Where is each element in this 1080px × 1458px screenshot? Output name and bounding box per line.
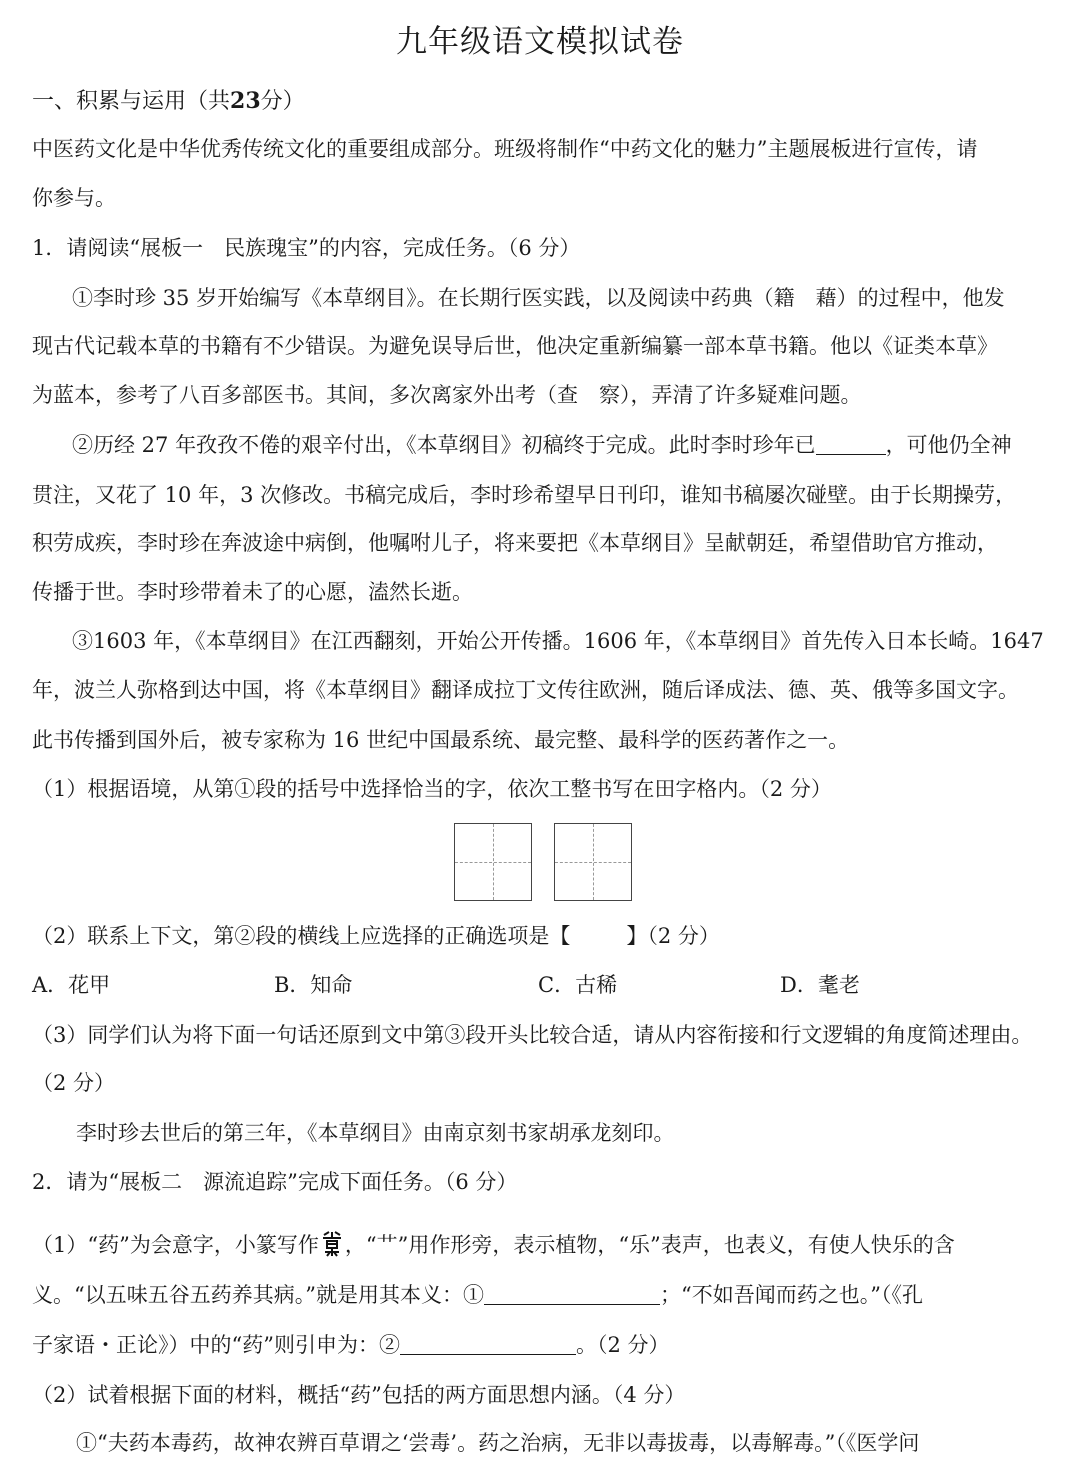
paragraph-3-line: 年，波兰人弥格到达中国，将《本草纲目》翻译成拉丁文传往欧洲，随后译成法、德、英、俄等多国文字。 [32,678,1019,702]
q2-sub1-line [32,1330,1062,1360]
paragraph-1-line: 为蓝本，参考了八百多部医书。其间，多次离家外出考（查 察），弄清了许多疑难问题。 [32,383,862,407]
section-heading-end: 分） [260,89,305,114]
sub-question-2 [32,921,1062,951]
paragraph-2-line: 传播于世。李时珍带着未了的心愿，溘然长逝。 [32,580,473,604]
q2-sub1-line [32,1280,1062,1310]
paragraph-2-line: 积劳成疾，李时珍在奔波途中病倒，他嘱咐儿子，将来要把《本草纲目》呈献朝廷，希望借助官方推动， [32,531,998,555]
q2-sub1-text: （1）“药”为会意字，小篆写作 [32,1233,319,1257]
paragraph-2-line [72,430,1062,460]
option-d[interactable]: D．耄老 [780,973,860,997]
sub-question-2-end: 】（2 分） [626,924,720,948]
answer-blank-2[interactable] [400,1332,576,1355]
paragraph-3-line: 此书传播到国外后，被专家称为 16 世纪中国最系统、最完整、最科学的医药著作之一。 [32,728,850,752]
quoted-sentence: 李时珍去世后的第三年，《本草纲目》由南京刻书家胡承龙刻印。 [76,1121,675,1145]
sub-question-3: （2 分） [32,1071,116,1095]
tianzige-box-2[interactable] [554,823,632,901]
exam-title: 九年级语文模拟试卷 [396,24,684,60]
tianzige-box-1[interactable] [454,823,532,901]
section-score: 23 [230,88,261,114]
option-b[interactable]: B．知命 [274,973,353,997]
intro-line: 你参与。 [32,186,116,210]
q2-sub1-line2-text: 义。“以五味五谷五药养其病。”就是用其本义：① [32,1283,484,1307]
option-c[interactable]: C．古稀 [538,973,618,997]
q2-sub1-line2-end: ；“不如吾闻而药之也。”（《孔 [659,1283,923,1307]
answer-blank-1[interactable] [484,1282,660,1305]
material-1-line: ①“夫药本毒药，故神农辨百草谓之‘尝毒’。药之治病，无非以毒拔毒，以毒解毒。”（《医学问 [76,1431,920,1455]
paragraph-3-line: ③1603 年，《本草纲目》在江西翻刻，开始公开传播。1606 年，《本草纲目》首先传入日本长崎。1647 [72,629,1044,653]
question-1-prompt: 1．请阅读“展板一 民族瑰宝”的内容，完成任务。（6 分） [32,236,581,260]
paragraph-2-text: ②历经 27 年孜孜不倦的艰辛付出，《本草纲目》初稿终于完成。此时李时珍年已 [72,433,816,457]
paragraph-1-line: ①李时珍 35 岁开始编写《本草纲目》。在长期行医实践，以及阅读中药典（籍 藉）的过程中，他发 [72,286,1005,310]
sub-question-2-text: （2）联系上下文，第②段的横线上应选择的正确选项是【 [32,924,571,948]
paragraph-1-line: 现古代记载本草的书籍有不少错误。为避免误导后世，他决定重新编纂一部本草书籍。他以《证类本草》 [32,334,998,358]
q2-sub1-text-end: ，“艹”用作形旁，表示植物，“乐”表声，也表义，有使人快乐的含 [344,1233,955,1257]
q2-sub-question-2: （2）试着根据下面的材料，概括“药”包括的两方面思想内涵。（4 分） [32,1383,686,1407]
paragraph-2-line: 贯注，又花了 10 年，3 次修改。书稿完成后，李时珍希望早日刊印，谁知书稿屡次碰壁。由于长期操劳， [32,483,1017,507]
q2-sub1-line3-text: 子家语・正论》）中的“药”则引申为：② [32,1333,400,1357]
seal-script-character-icon [321,1231,343,1257]
answer-blank[interactable] [816,432,886,455]
sub-question-1: （1）根据语境，从第①段的括号中选择恰当的字，依次工整书写在田字格内。（2 分） [32,777,832,801]
option-a[interactable]: A．花甲 [32,973,111,997]
section-heading [32,86,1062,117]
q2-sub1-line [32,1230,1062,1260]
sub-question-3: （3）同学们认为将下面一句话还原到文中第③段开头比较合适，请从内容衔接和行文逻辑的角度简述理由。 [32,1023,1033,1047]
paragraph-2-text-end: ，可他仍全神 [885,433,1012,457]
section-heading-text: 一、积累与运用（共 [32,89,231,114]
intro-line: 中医药文化是中华优秀传统文化的重要组成部分。班级将制作“中药文化的魅力”主题展板进行宣传，请 [32,137,978,161]
question-2-prompt: 2．请为“展板二 源流追踪”完成下面任务。（6 分） [32,1170,518,1194]
q2-sub1-line3-end: 。（2 分） [575,1333,670,1357]
